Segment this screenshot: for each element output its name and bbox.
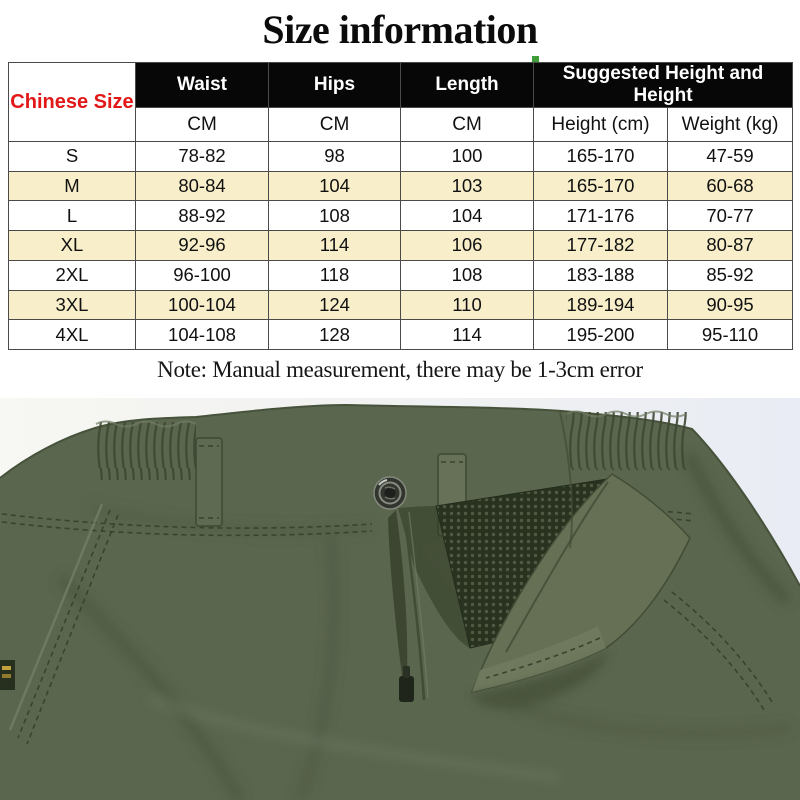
hips-cell: 128 — [269, 320, 401, 350]
column-header-length: Length — [401, 63, 534, 108]
waist-cell: 104-108 — [136, 320, 269, 350]
hips-cell: 98 — [269, 142, 401, 172]
length-cell: 100 — [401, 142, 534, 172]
table-row-3xl — [9, 290, 793, 320]
weight-cell: 95-110 — [668, 320, 793, 350]
size-cell: 3XL — [9, 290, 136, 320]
highlighted-hips-cell: 124 — [269, 290, 401, 320]
length-cell: 110 — [401, 290, 534, 320]
unit-height: Height (cm) — [534, 108, 668, 142]
size-cell: XL — [9, 231, 136, 261]
size-cell: S — [9, 142, 136, 172]
unit-length: CM — [401, 108, 534, 142]
elastic-waistband-right — [566, 412, 688, 470]
hips-cell: 114 — [269, 231, 401, 261]
group-header-row — [9, 63, 793, 108]
height-cell: 171-176 — [534, 201, 668, 231]
height-cell: 183-188 — [534, 260, 668, 290]
height-cell: 165-170 — [534, 171, 668, 201]
waist-cell: 78-82 — [136, 142, 269, 172]
column-header-hips: Hips — [269, 63, 401, 108]
table-row-l — [9, 201, 793, 231]
table-row-m — [9, 171, 793, 201]
column-header-waist: Waist — [136, 63, 269, 108]
weight-cell: 60-68 — [668, 171, 793, 201]
height-cell: 165-170 — [534, 142, 668, 172]
length-cell: 106 — [401, 231, 534, 261]
table-row-s — [9, 142, 793, 172]
hips-cell: 104 — [269, 171, 401, 201]
waist-cell: 88-92 — [136, 201, 269, 231]
weight-cell: 80-87 — [668, 231, 793, 261]
unit-hips: CM — [269, 108, 401, 142]
table-row-4xl — [9, 320, 793, 350]
waist-cell: 80-84 — [136, 171, 269, 201]
unit-weight: Weight (kg) — [668, 108, 793, 142]
waist-cell: 96-100 — [136, 260, 269, 290]
column-header-chinese-size: Chinese Size — [9, 63, 136, 142]
product-photo-pants — [0, 398, 800, 800]
waist-button — [374, 477, 406, 509]
waist-cell: 92-96 — [136, 231, 269, 261]
height-cell: 177-182 — [534, 231, 668, 261]
length-cell: 104 — [401, 201, 534, 231]
weight-cell: 70-77 — [668, 201, 793, 231]
size-cell: 4XL — [9, 320, 136, 350]
page-title: Size information — [262, 7, 538, 52]
weight-cell: 90-95 — [668, 290, 793, 320]
waist-cell: 100-104 — [136, 290, 269, 320]
length-cell: 108 — [401, 260, 534, 290]
column-header-suggested: Suggested Height and Height — [534, 63, 793, 108]
size-cell: 2XL — [9, 260, 136, 290]
hips-cell: 108 — [269, 201, 401, 231]
weight-cell: 85-92 — [668, 260, 793, 290]
belt-loop-left — [196, 438, 222, 526]
size-cell: L — [9, 201, 136, 231]
length-cell: 114 — [401, 320, 534, 350]
unit-waist: CM — [136, 108, 269, 142]
size-table — [8, 62, 793, 350]
elastic-waistband-left — [96, 422, 196, 480]
pocket-tag — [0, 660, 15, 690]
measurement-note: Note: Manual measurement, there may be 1-3cm error — [157, 357, 643, 382]
hips-cell: 118 — [269, 260, 401, 290]
height-cell: 189-194 — [534, 290, 668, 320]
table-row-xl — [9, 231, 793, 261]
weight-cell: 47-59 — [668, 142, 793, 172]
height-cell: 195-200 — [534, 320, 668, 350]
length-cell: 103 — [401, 171, 534, 201]
table-row-2xl — [9, 260, 793, 290]
size-cell: M — [9, 171, 136, 201]
